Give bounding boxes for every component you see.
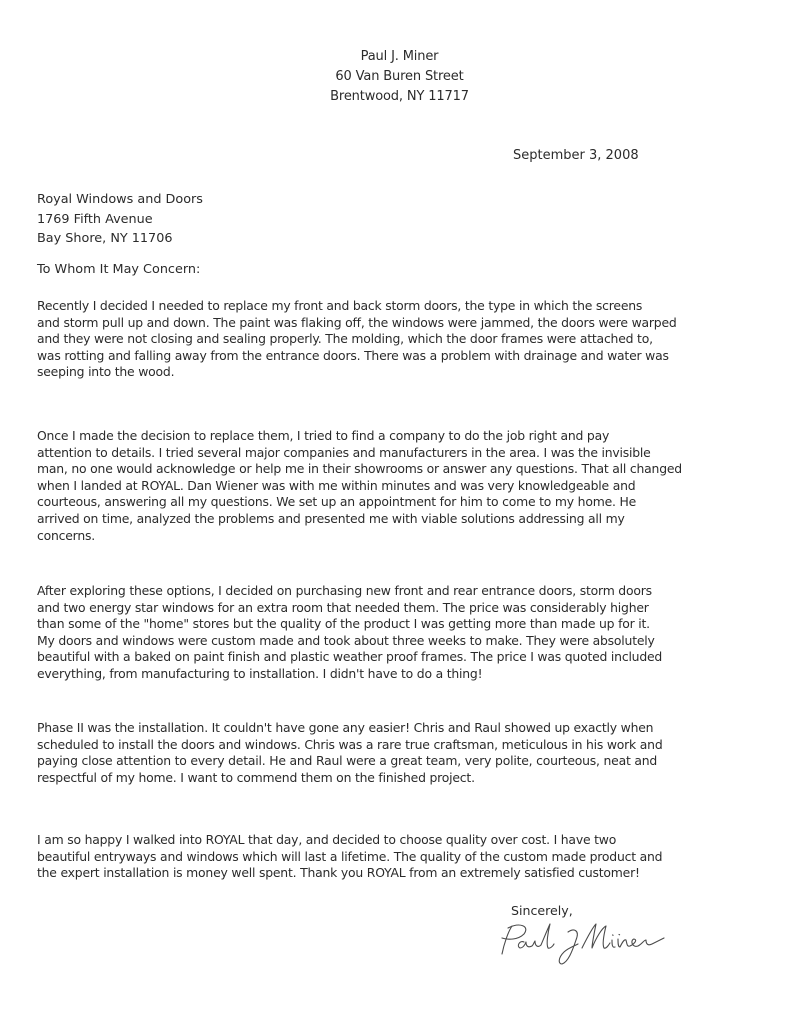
paragraph-line: was rotting and falling away from the entrance doors. There was a problem with drainage and water was	[37, 347, 669, 363]
paragraph-line: when I landed at ROYAL. Dan Wiener was with me within minutes and was very knowledgeable and	[37, 477, 636, 493]
body-paragraph	[37, 298, 777, 381]
sender-name: Paul J. Miner	[360, 49, 439, 64]
closing: Sincerely,	[511, 903, 573, 918]
paragraph-line: Phase II was the installation. It couldn't have gone any easier! Chris and Raul showed up exactly when	[37, 720, 654, 735]
paragraph-line: and they were not closing and sealing properly. The molding, which the door frames were attached to,	[37, 331, 653, 347]
paragraph-line: attention to details. I tried several major companies and manufacturers in the area. I was the invisible	[37, 444, 651, 460]
paragraph-line: respectful of my home. I want to commend them on the finished project.	[37, 769, 475, 785]
body-paragraph	[37, 720, 777, 786]
paragraph-line: I am so happy I walked into ROYAL that day, and decided to choose quality over cost. I have two	[37, 832, 617, 847]
recipient-name: Royal Windows and Doors	[37, 192, 203, 207]
paragraph-line: and storm pull up and down. The paint was flaking off, the windows were jammed, the doors were warped	[37, 314, 677, 330]
paragraph-line: beautiful with a baked on paint finish and plastic weather proof frames. The price I was quoted included	[37, 649, 663, 665]
paragraph-line: the expert installation is money well spent. Thank you ROYAL from an extremely satisfied customer!	[37, 865, 640, 881]
paragraph-line: courteous, answering all my questions. We set up an appointment for him to come to my home. He	[37, 494, 637, 510]
body-paragraph	[37, 832, 777, 882]
paragraph-line: than some of the "home" stores but the quality of the product I was getting more than made up for it.	[37, 616, 650, 632]
paragraph-line: After exploring these options, I decided on purchasing new front and rear entrance doors, storm doors	[37, 583, 652, 598]
paragraph-line: arrived on time, analyzed the problems and presented me with viable solutions addressing all my	[37, 510, 625, 526]
sender-street: 60 Van Buren Street	[335, 69, 464, 84]
paragraph-line: My doors and windows were custom made and took about three weeks to make. They were absolutely	[37, 632, 655, 648]
paragraph-line: concerns.	[37, 527, 96, 543]
sender-city: Brentwood, NY 11717	[330, 89, 469, 104]
paragraph-line: Recently I decided I needed to replace my front and back storm doors, the type in which the screens	[37, 298, 643, 313]
body-paragraph	[37, 428, 777, 544]
letter-date: September 3, 2008	[513, 148, 639, 163]
recipient-address	[37, 190, 203, 249]
paragraph-line: beautiful entryways and windows which will last a lifetime. The quality of the custom made product and	[37, 848, 663, 864]
paragraph-line: everything, from manufacturing to installation. I didn't have to do a thing!	[37, 665, 483, 681]
paragraph-line: Once I made the decision to replace them, I tried to find a company to do the job right and pay	[37, 428, 610, 443]
paragraph-line: seeping into the wood.	[37, 364, 175, 380]
recipient-city: Bay Shore, NY 11706	[37, 231, 173, 246]
paragraph-line: scheduled to install the doors and windows. Chris was a rare true craftsman, meticulous in his work and	[37, 736, 663, 752]
paragraph-line: and two energy star windows for an extra room that needed them. The price was considerably higher	[37, 599, 649, 615]
paragraph-line: man, no one would acknowledge or help me in their showrooms or answer any questions. That all changed	[37, 461, 682, 477]
body-paragraph	[37, 583, 777, 683]
sender-address	[0, 47, 799, 107]
salutation: To Whom It May Concern:	[37, 262, 201, 277]
handwritten-signature	[488, 918, 678, 968]
recipient-street: 1769 Fifth Avenue	[37, 211, 153, 227]
paragraph-line: paying close attention to every detail. He and Raul were a great team, very polite, courteous, neat and	[37, 753, 658, 769]
